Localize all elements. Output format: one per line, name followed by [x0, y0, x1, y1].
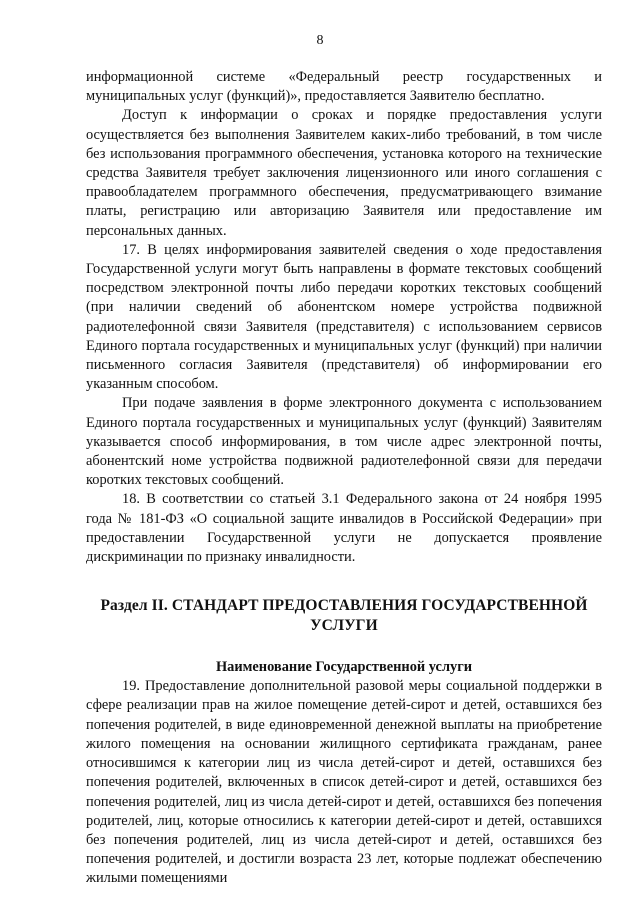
paragraph-electronic-application: При подаче заявления в форме электронного документа с использованием Единого портала государственных и муниципальных услуг (функций) Заявителям указывается способ информирования, в том числе адрес электронной почты, абонентский номе устройства подвижной радиотелефонной связи для передачи коротких текстовых сообщений.	[86, 395, 602, 489]
paragraph-access-info: Доступ к информации о сроках и порядке предоставления услуги осуществляется без выполнения Заявителем каких-либо требований, в том числе без использования программного обеспечения, установка которого на технические средства Заявителя требует заключения лицензионного или иного соглашения с правообладателем программного обеспечения, предусматривающего взимание платы, регистрацию или авторизацию Заявителя или предоставление им персональных данных.	[86, 107, 602, 239]
page-number: 8	[316, 33, 324, 48]
subsection-heading: Наименование Государственной услуги	[215, 659, 473, 676]
paragraph-17: 17. В целях информирования заявителей сведения о ходе предоставления Государственной услуги могут быть направлены в формате текстовых сообщений посредством электронной почты либо передачи коротких текстовых сообщений (при наличии сведений об абонентском номере устройства подвижной радиотелефонной связи Заявителя (представителя) с использованием сервисов Единого портала государственных и муниципальных услуг (функций) при наличии письменного согласия Заявителя (представителя) об информировании его указанным способом.	[86, 241, 602, 393]
paragraph-continuation: информационной системе «Федеральный реестр государственных и муниципальных услуг (функций)», предоставляется Заявителю бесплатно.	[86, 69, 602, 105]
paragraph-19: 19. Предоставление дополнительной разовой меры социальной поддержки в сфере реализации прав на жилое помещение детей-сирот и детей, оставшихся без попечения родителей, в виде единовременной денежной выплаты на приобретение жилого помещения на основании жилищного сертификата гражданам, ранее относившимся к категории лиц из числа детей-сирот и детей, оставшихся без попечения родителей, включенных в список детей-сирот и детей, оставшихся без попечения родителей, лиц из числа детей-сирот и детей, оставшихся без попечения родителей, лиц, которые относились к категории детей-сирот и детей, оставшихся без попечения родителей, лиц из числа детей-сирот и детей, оставшихся без попечения родителей, и достигли возраста 23 лет, которые подлежат обеспечению жилыми помещениями	[86, 678, 602, 887]
section-heading: Раздел II. СТАНДАРТ ПРЕДОСТАВЛЕНИЯ ГОСУДАРСТВЕННОЙ УСЛУГИ	[100, 597, 588, 635]
page-body	[86, 68, 602, 889]
paragraph-18: 18. В соответствии со статьей 3.1 Федерального закона от 24 ноября 1995 года № 181-ФЗ «О социальной защите инвалидов в Российской Федерации» при предоставлении Государственной услуги не допускается проявление дискриминации по признаку инвалидности.	[86, 491, 602, 566]
